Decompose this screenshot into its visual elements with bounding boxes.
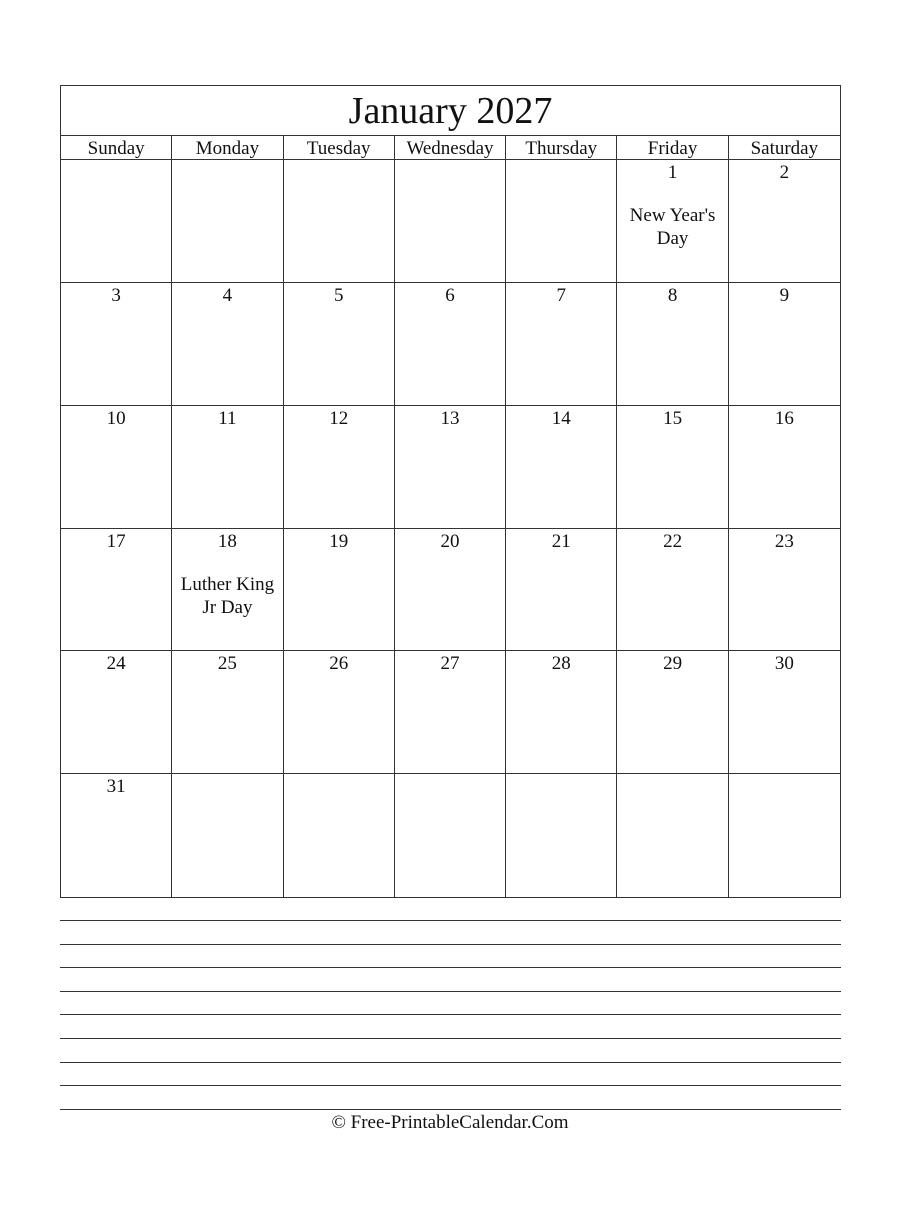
note-line: [60, 1038, 841, 1062]
day-cell: [284, 651, 395, 774]
day-cell: [395, 651, 506, 774]
day-number: 26: [329, 653, 349, 675]
day-number: 1: [667, 162, 678, 183]
day-number: 23: [774, 530, 794, 552]
day-cell: [617, 160, 728, 283]
day-number: 24: [106, 653, 126, 675]
day-cell: [506, 774, 617, 897]
day-cell: [729, 160, 840, 283]
day-number: 19: [329, 530, 349, 552]
day-number: [729, 776, 840, 798]
day-cell: [729, 774, 840, 897]
day-number: 27: [440, 653, 460, 675]
day-cell: [617, 406, 728, 529]
day-grid: [61, 160, 840, 897]
weekday-thursday: Thursday: [506, 136, 617, 159]
day-cell: [729, 651, 840, 774]
holiday-label: New Year's Day: [629, 205, 716, 249]
holiday-label: Luther King Jr Day: [180, 573, 275, 618]
weekday-tuesday: Tuesday: [284, 136, 395, 159]
day-number: 12: [329, 407, 349, 429]
day-cell: [284, 160, 395, 283]
day-cell: [729, 406, 840, 529]
day-cell: [172, 529, 283, 652]
day-number: 30: [774, 653, 794, 675]
calendar-title: January 2027: [61, 86, 840, 136]
day-number: [617, 776, 727, 798]
day-number: [284, 776, 394, 798]
day-cell: [729, 283, 840, 406]
note-line: [60, 1014, 841, 1038]
day-cell: [617, 529, 728, 652]
day-number: 10: [106, 407, 126, 429]
day-cell: [617, 283, 728, 406]
day-number: [284, 162, 394, 184]
day-cell: [61, 283, 172, 406]
day-number: 9: [779, 284, 790, 306]
day-cell: [284, 774, 395, 897]
day-cell: [729, 529, 840, 652]
notes-lines: [60, 920, 841, 1132]
note-line: [60, 1085, 841, 1109]
day-cell: [172, 651, 283, 774]
weekday-saturday: Saturday: [750, 138, 819, 159]
day-cell: [395, 529, 506, 652]
day-number: 4: [222, 284, 233, 306]
day-cell: [617, 651, 728, 774]
day-number: 31: [106, 776, 126, 798]
day-number: [395, 162, 505, 184]
day-number: 22: [663, 530, 683, 552]
day-cell: [61, 774, 172, 897]
day-cell: [61, 651, 172, 774]
day-cell: [61, 160, 172, 283]
day-cell: [395, 406, 506, 529]
day-cell: [284, 529, 395, 652]
weekday-header-row: [61, 136, 840, 160]
day-number: [506, 162, 616, 184]
note-line: [60, 991, 841, 1015]
day-number: 5: [333, 284, 344, 306]
day-cell: [506, 529, 617, 652]
day-cell: [172, 283, 283, 406]
day-number: 7: [556, 284, 567, 306]
day-number: 3: [111, 284, 121, 306]
day-number: [395, 776, 505, 798]
day-number: 6: [445, 284, 455, 306]
weekday-monday: Monday: [172, 136, 283, 159]
day-number: [506, 776, 616, 798]
day-number: 15: [663, 407, 683, 429]
day-cell: [395, 160, 506, 283]
day-cell: [61, 406, 172, 529]
weekday-sunday: Sunday: [61, 136, 172, 159]
day-number: 8: [667, 284, 678, 306]
day-number: 16: [774, 407, 794, 429]
day-cell: [284, 406, 395, 529]
note-line: [60, 920, 841, 944]
day-cell: [506, 283, 617, 406]
day-number: 25: [217, 653, 237, 675]
day-number: [172, 162, 282, 184]
day-cell: [506, 160, 617, 283]
day-number: [61, 162, 171, 184]
day-number: 14: [551, 407, 571, 429]
weekday-wednesday: Wednesday: [395, 136, 506, 159]
day-number: 18: [217, 530, 237, 552]
day-cell: [506, 651, 617, 774]
day-number: 21: [551, 530, 571, 552]
day-cell: [61, 529, 172, 652]
day-number: 2: [779, 162, 790, 183]
day-number: 29: [663, 653, 683, 675]
day-number: 28: [551, 653, 571, 675]
day-number: 13: [440, 407, 460, 429]
day-cell: [172, 406, 283, 529]
note-line: [60, 944, 841, 968]
day-cell: [506, 406, 617, 529]
day-number: [172, 776, 282, 798]
day-cell: [617, 774, 728, 897]
day-number: 11: [218, 407, 237, 429]
footer-copyright: © Free-PrintableCalendar.Com: [331, 1112, 569, 1133]
day-cell: [395, 774, 506, 897]
day-number: 17: [106, 530, 126, 552]
weekday-friday: Friday: [617, 136, 728, 159]
day-cell: [395, 283, 506, 406]
day-cell: [172, 774, 283, 897]
day-number: 20: [440, 530, 460, 552]
note-line: [60, 967, 841, 991]
day-cell: [284, 283, 395, 406]
day-cell: [172, 160, 283, 283]
note-line: [60, 1062, 841, 1086]
calendar: [60, 85, 841, 898]
